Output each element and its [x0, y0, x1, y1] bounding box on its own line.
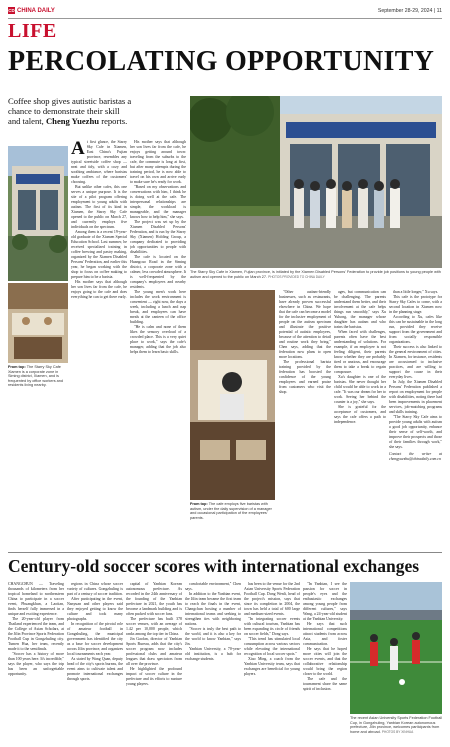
caption-bottom-credit: PHOTOS BY XINHUA	[381, 729, 414, 734]
story2-col1-para: "Soccer has a history of more than 100 years here. It's incredible," says the player, who says the trip has been an unforgettable opportunity.	[8, 652, 64, 676]
story2-col1-para: CHANGCHUN — Traveling thousands of kilometers from her tropical homeland to northeastern China to participate in a soccer event, Phuangkhun, a Laotian, finds herself fully immersed in a unique and exciting experience.	[8, 582, 64, 616]
caption-main	[190, 270, 442, 279]
caption-bottom-text: The recent Asian University Sports Federation Football Cup, in Gongzhuling, Yanbian Korean autonomous prefecture, Jilin province, welcomes participants from home and abroad.	[350, 716, 443, 734]
section-title: LIFE	[8, 20, 57, 42]
masthead	[8, 6, 442, 19]
caption-left	[8, 365, 68, 388]
story2-column-3	[126, 582, 182, 742]
story1-col7-para: In July, the Xiamen Disabled Persons' Federation published a report on employment for people with disabilities, noting there had been improvements in placement services, job-matching programs and skills training.	[389, 380, 442, 414]
story2-col2-para: After participating in the event, Nanyuan and other players said they enjoyed getting to know the culture and took many photographs.	[67, 597, 123, 621]
story1-col4-para: "Other autism-friendly businesses, such as restaurants, have already proven successful elsewhere in China. We hope that the cafe can become a model for the inclusive employment of people on the autism spectrum and illustrate the positive potential of autistic employees, because of the attention to detail and routine work they bring," Chen says, adding that the federation now plans to open more locations.	[279, 290, 331, 359]
story2-col5-para: Xiao Ming, a coach from the Yanbian University team, says that exchanges are beneficial for young players.	[244, 657, 300, 676]
story2-col1-para: The 20-year-old player from Thailand experienced the team, and the College of Asian Scholars, at the Jilin Province Sports Federation Football Cup in Gongzhuling city. Tumen Hua, her team, recently made it to the semifinals.	[8, 617, 64, 651]
story1-col2-para: The cafe is located on the Huangcuo Road in the Siming district, a corporate zone with a calmer, less crowded atmosphere. It is well-frequented by the company's employees and nearby residents.	[130, 255, 186, 289]
story2-col6-para: He says that such international competitions attract students from across Asia, and foster communication.	[303, 622, 347, 646]
story1-col1-para: Among them is a recent 19-year-old graduate of the Xiamen Special Education School. Last summer, he received specialized training in coffee brewing and pastry making, organized by the Xiamen Disabled Persons' Federation, and earlier this year, he began working with the shop to focus on coffee making to prepare him to be a barista.	[71, 230, 127, 279]
story1-contact: Contact the writer at chengyuezhu@chinadaily.com.cn	[389, 452, 442, 461]
story1-col2-para: The young men's work here includes the work environment is convenient — right now, the days a week, including a lunch and nap break, and employees can have meals at the canteen of the office building.	[130, 290, 186, 324]
story1-col7-para: Their success is also linked to the general environment of cities. In Xiamen, for instance, residents are accustomed to inclusive practices, and are willing to support the cause in their everyday lives.	[389, 345, 442, 379]
photo-cafe-main	[190, 96, 442, 268]
story2-col4-para: In addition to the Yanbian event, the Jilin team became the first team to reach the finals in the event, Changchun hosting a number of international teams and seeking to strengthen ties with neighboring nations.	[185, 592, 241, 626]
story2-col2-para: As stated by Wang Quan, deputy head of the city's sports bureau, the event aims to cultivate talent and promote international exchanges through sports.	[67, 657, 123, 681]
story1-col5-para: ages, but communication can be challenging. The parents understand them better, and their involvement at the cafe helps things run smoothly," says Xu Yuhong, the manager whose daughter has autism and who trains the baristas.	[334, 290, 386, 329]
story1-col5-para: When faced with challenges, parents often have the best understanding of solutions. For example, if an employee is not feeling diligent, their parents know whether they are probably tired or anxious, and encourage them to take a break to regain composure.	[334, 330, 386, 374]
story1-column-7	[389, 290, 442, 550]
story2-col4-para: comfortable environment," Chen says.	[185, 582, 241, 591]
story1-col7-para: This cafe is the prototype for Starry Sky Cafes to come, with a second location in Xiamen now in the planning stage.	[389, 295, 442, 314]
story2-col6-para: "In Yanbian, I see the passion for soccer in people's eyes and the enthusiastic exchanges among young people from different cultures," says Wang, a 24-year-old student at the Yanbian University.	[303, 582, 347, 621]
story1-col5-para: Xu's daughter is one of the baristas. She never thought her child would be able to work in a cafe. "It was our dream for her to work. Seeing her behind the counter is a joy," she says.	[334, 375, 386, 404]
story2-col3-para: He highlighted the profound impact of soccer culture in the prefecture and its efforts to nurture young players.	[126, 667, 182, 686]
story1-col5-para: She is grateful for the acceptance of customers, and says the cafe offers a path to independence.	[334, 405, 386, 424]
story2-col3-para: The prefecture has built 378 soccer venues, with an average of 1.42 per 10,000 people, which ranks among the top tier in China.	[126, 617, 182, 636]
issue-date: September 28-29, 2024 | 11	[377, 8, 442, 14]
caption-left-label: From top:	[8, 365, 26, 369]
caption-bottom	[350, 716, 442, 734]
story2-headline: Century-old soccer scores with international exchanges	[8, 556, 420, 576]
byline-name: Cheng Yuezhu	[45, 116, 100, 126]
photo-cafe-exterior	[8, 146, 68, 281]
story1-col1-para: His mother says that although her son lives far from the cafe, he enjoys going to the cafe and does everything he can to get there early.	[71, 280, 127, 299]
story1-col1-para	[71, 140, 127, 185]
photo-soccer-match	[350, 582, 442, 714]
story1-col7-para: than a little longer," Xu says.	[393, 290, 439, 294]
story1-col7-para: According to Xu, cafes like this can be sustainable in the long run, provided they receive support from the government and from socially responsible organizations.	[389, 315, 442, 344]
photo-barista	[190, 290, 275, 500]
caption-lower	[190, 502, 275, 520]
story2-col6-para: The cafe and the tournament share the same spirit of inclusion.	[303, 677, 347, 691]
story2-col2-para: In recognition of the pivotal role of amateur football in Gongzhuling, the municipal government has identified the city as a base for soccer development across Jilin province, and organizes local tournaments each year.	[67, 622, 123, 656]
story2-col5-para: "This trend has stimulated local consumption across various sectors while elevating the international recognition of local soccer spots."	[244, 637, 300, 656]
caption-main-text: The Starry Sky Cafe in Xiamen, Fujian province, is initiated by the Xiamen Disabled Persons' Federation to provide job positions to young people with autism and opened to the public on March 27.	[190, 270, 441, 279]
logo-mark: CD	[8, 8, 15, 13]
story2-column-1	[8, 582, 64, 742]
caption-lower-label: From top:	[190, 502, 208, 506]
story1-deck	[8, 96, 133, 126]
byline-suffix: reports.	[101, 116, 128, 126]
story2-col5-para: has been to the venue for the 2nd Asian University Sports Federation Football Cup. Dong Wenli, head of the project's mission, says that since its completion in 2004, the town has held a total of 600 large and medium-sized events.	[244, 582, 300, 616]
story2-column-4	[185, 582, 241, 742]
story1-col1-para: But unlike other cafes, this one serves a unique purpose. It is the site of a pilot program offering employment to young adults with autism. The first of its kind in Xiamen, the Starry Sky Cafe opened to the public on March 27, and currently employs five individuals on the spectrum.	[71, 185, 127, 229]
story1-col7-para: "The Starry Sky Cafe aims to provide young adults with autism a good job opportunity, enhance their sense of self-worth, and improve their prospects and those of their families through work," she says.	[389, 415, 442, 449]
story2-col4-para: Yanbian University, a 70-year-old institution, is a hub for exchange students.	[185, 647, 241, 661]
story2-col6-para: He says that he hoped more cities will join the soccer events, and that the collaborative relationship would bring the region closer to the world.	[303, 647, 347, 676]
story1-column-4	[279, 290, 331, 550]
story2-col3-para: Jin Gaofan, director of Yanbian Sports Bureau, adds that the city's soccer program now includes professional clubs and amateur leagues that draw spectators from all over the province.	[126, 637, 182, 666]
story1-headline: PERCOLATING OPPORTUNITY	[8, 46, 435, 77]
photo-cafe-interior	[8, 283, 68, 363]
story2-column-6	[303, 582, 347, 742]
dropcap: A	[71, 140, 85, 159]
story1-col1-text-0: t first glance, the Starry Sky Cafe in Xiamen, East China's Fujian province, resembles any typical streetside coffee shop — neat and tidy, with a cozy and soothing ambiance, where baristas make coffees of the customers' choosing.	[71, 140, 127, 184]
logo-text: CHINA DAILY	[17, 8, 55, 15]
story1-col2-para: The project was set up by the Xiamen Disabled Persons' Federation, and is run by the Starry Sky (Xiamen) Holding Group, a company dedicated to providing job opportunities to people with disabilities.	[130, 220, 186, 254]
story1-column-5	[334, 290, 386, 550]
story2-column-5	[244, 582, 300, 742]
story2-col3-para: capital of Yanbian Korean autonomous prefecture. As recorded in the 24th anniversary of the founding of the Yanbian prefecture in 2021, the youth has become a landmark building and is often packed with soccer fans.	[126, 582, 182, 616]
caption-lower-text: The cafe employs five baristas with autism, under the daily supervision of a manager and occasional participation of the employees' parents.	[190, 502, 272, 520]
story-divider	[8, 552, 442, 553]
story2-column-2	[67, 582, 123, 742]
story1-column-1	[71, 140, 127, 550]
story2-col5-para: "In integrating soccer events with cultural tourism, Yanbian has been expanding its circle of friends on soccer fields," Dong says.	[244, 617, 300, 636]
story1-column-2	[130, 140, 186, 550]
story2-col4-para: "Soccer is truly the best path to the world, and it is also a key for the world to know Yanbian," says Jin.	[185, 627, 241, 646]
story1-col2-para: "Based on my observations and conversations with him, I think he is doing well at the cafe. The interpersonal relationships are simple, the workload is manageable, and the manager knows how to help him," she says.	[130, 185, 186, 219]
story2-col2-para: regions in China whose soccer variety of cultures. Gongzhuling is part of a century of soccer tradition.	[67, 582, 123, 596]
caption-main-credit: PHOTOS PROVIDED TO CHINA DAILY	[268, 274, 325, 279]
caption-left-text: The Starry Sky Cafe Xiamen is a corporate zone in Siming district, Xiamen, and is frequented by office workers and residents living nearby.	[8, 365, 64, 388]
newspaper-logo	[8, 7, 55, 14]
story1-col4-para: The professional barista training provided by the federation has boosted the confidence of the young employees and earned praise from customers who visit the shop.	[279, 360, 331, 394]
story1-col2-para: His mother says that although her son lives far from the cafe, he enjoys getting around town: traveling from the suburbs to the cafe, the commute is long at first, but after many attempts during the training period, he is now able to travel on his own and arrive early to make sure he's ready for work.	[130, 140, 186, 184]
story1-col2-para: "He is calm and none of them likes the sensory overload of a crowded place. This is a very quiet place to work," says the cafe's manager, adding that the job also helps them to learn basic skills.	[130, 325, 186, 354]
deck-text: Coffee shop gives autistic baristas a chance to demonstrate their skill and talent,	[8, 96, 132, 126]
